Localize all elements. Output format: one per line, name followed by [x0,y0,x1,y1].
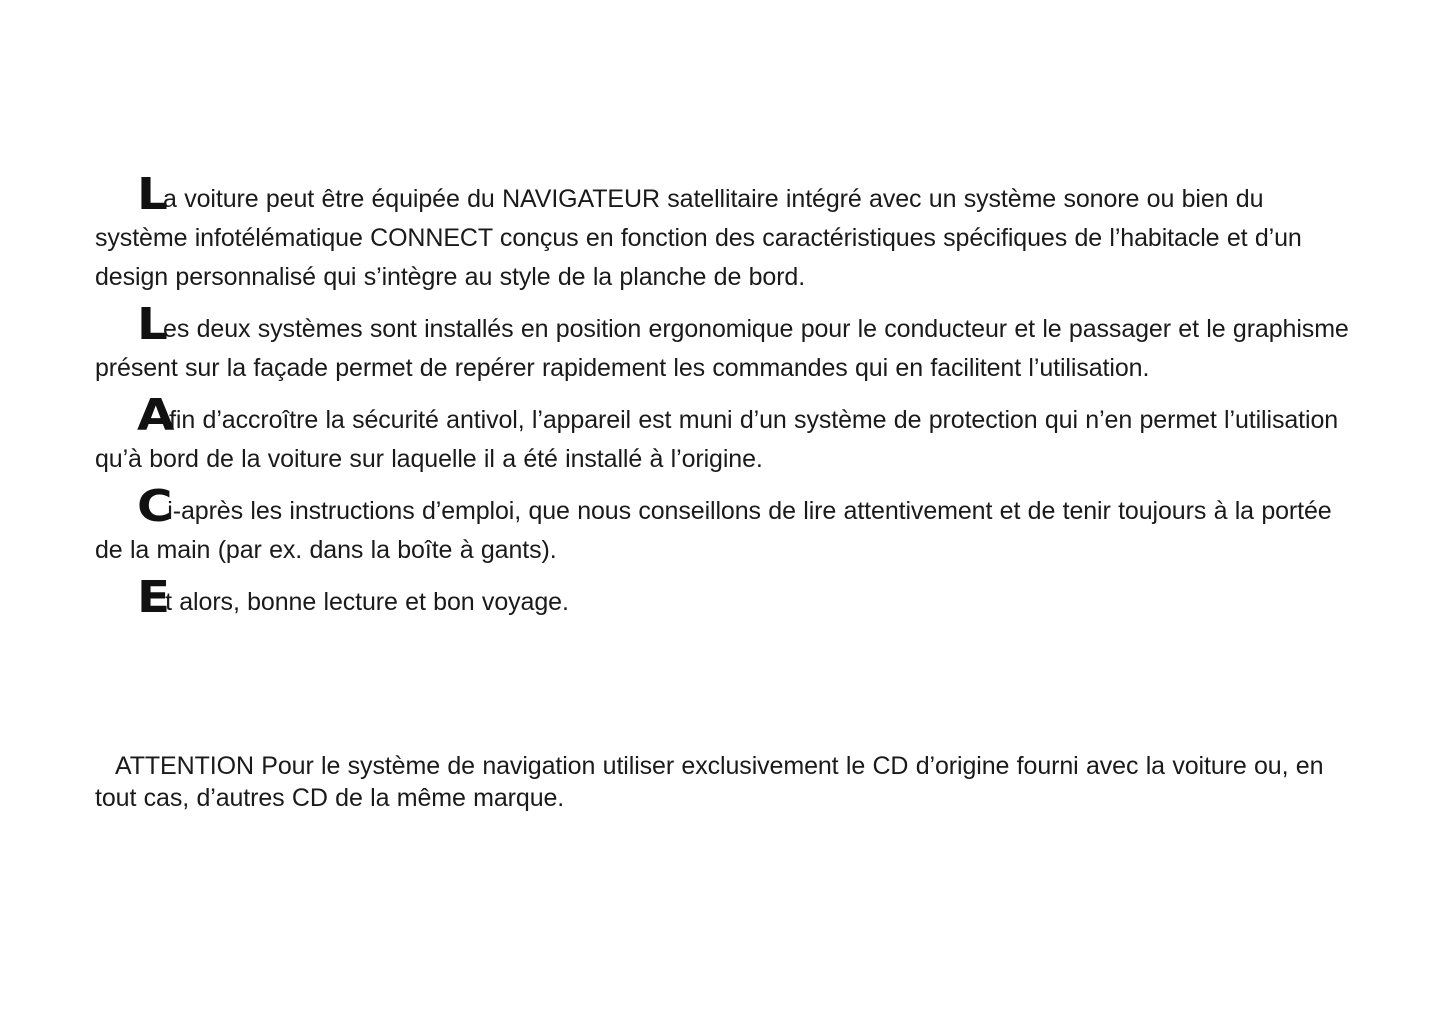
drop-cap: E [137,572,168,623]
attention-text: Pour le système de navigation utiliser exclusivement le CD d’origine fourni avec la voiture ou, en tout cas, d’autres CD de la même marque. [95,752,1324,812]
paragraph-intro [95,169,1355,297]
drop-cap: C [137,481,171,532]
paragraph-ergonomics [95,299,1355,388]
paragraph-text: i-après les instructions d’emploi, que nous conseillons de lire attentivement et de tenir toujours à la portée de la main (par ex. dans la boîte à gants). [95,497,1332,564]
drop-cap: L [137,169,166,220]
drop-cap: L [137,299,166,350]
paragraph-text: a voiture peut être équipée du NAVIGATEUR satellitaire intégré avec un système sonore ou bien du système infotélématique CONNECT conçus en fonction des caractéristiques spécifiques de l’habitacle et d’un design personnalisé qui s’intègre au style de la planche de bord. [95,185,1302,291]
attention-label: ATTENTION [115,752,254,780]
paragraph-closing [95,572,1355,623]
paragraph-text: t alors, bonne lecture et bon voyage. [165,588,569,616]
attention-notice [95,750,1355,814]
document-body [95,169,1355,635]
paragraph-instructions [95,481,1355,570]
paragraph-antitheft [95,390,1355,479]
paragraph-text: fin d’accroître la sécurité antivol, l’appareil est muni d’un système de protection qui n’en permet l’utilisation qu’à bord de la voiture sur laquelle il a été installé à l’origine. [95,406,1339,473]
paragraph-text: es deux systèmes sont installés en position ergonomique pour le conducteur et le passager et le graphisme présent sur la façade permet de repérer rapidement les commandes qui en facilitent l’utilisation. [95,315,1349,382]
drop-cap: A [137,390,173,441]
